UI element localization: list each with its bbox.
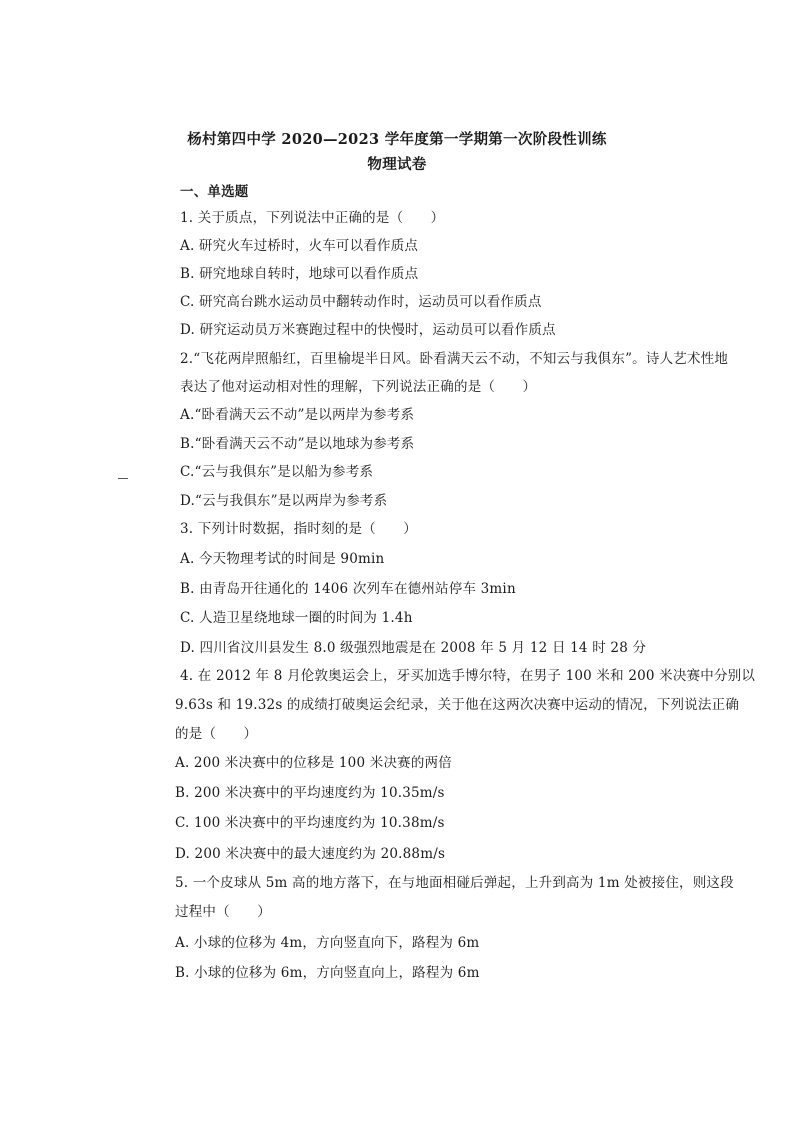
question-3-option-c: C. 人造卫星绕地球一圈的时间为 1.4h bbox=[180, 610, 413, 626]
question-2-option-c: C.“云与我俱东”是以船为参考系 bbox=[180, 464, 374, 480]
question-4-stem-line2: 9.63s 和 19.32s 的成绩打破奥运会纪录，关于他在这两次决赛中运动的情况，下列说法正确 bbox=[175, 697, 740, 713]
question-5-stem-line2: 过程中（ ） bbox=[175, 904, 271, 920]
question-4-option-c: C. 100 米决赛中的平均速度约为 10.38m/s bbox=[175, 815, 445, 831]
question-1-option-d: D. 研究运动员万米赛跑过程中的快慢时，运动员可以看作质点 bbox=[180, 322, 556, 338]
question-2-stem-line1: 2.“飞花两岸照船红，百里榆堤半日风。卧看满天云不动，不知云与我俱东”。诗人艺术性地 bbox=[180, 351, 729, 367]
question-4-option-d: D. 200 米决赛中的最大速度约为 20.88m/s bbox=[175, 846, 446, 862]
exam-title: 杨村第四中学 2020—2023 学年度第一学期第一次阶段性训练 bbox=[187, 131, 607, 148]
question-5-option-a: A. 小球的位移为 4m，方向竖直向下，路程为 6m bbox=[175, 935, 480, 951]
question-1-stem: 1. 关于质点，下列说法中正确的是（ ） bbox=[180, 210, 445, 226]
question-1-option-b: B. 研究地球自转时，地球可以看作质点 bbox=[180, 266, 419, 282]
question-5-option-b: B. 小球的位移为 6m，方向竖直向上，路程为 6m bbox=[175, 965, 480, 981]
question-5-stem-line1: 5. 一个皮球从 5m 高的地方落下，在与地面相碰后弹起，上升到高为 1m 处被接住，则这段 bbox=[175, 875, 734, 891]
exam-subject: 物理试卷 bbox=[367, 156, 427, 173]
question-1-option-c: C. 研究高台跳水运动员中翻转动作时，运动员可以看作质点 bbox=[180, 294, 542, 310]
question-2-option-a: A.“卧看满天云不动”是以两岸为参考系 bbox=[180, 407, 415, 423]
question-3-stem: 3. 下列计时数据，指时刻的是（ ） bbox=[180, 521, 417, 537]
question-1-option-a: A. 研究火车过桥时，火车可以看作质点 bbox=[180, 238, 419, 254]
question-2-option-b: B.“卧看满天云不动”是以地球为参考系 bbox=[180, 436, 415, 452]
question-3-option-a: A. 今天物理考试的时间是 90min bbox=[180, 551, 385, 567]
question-4-option-b: B. 200 米决赛中的平均速度约为 10.35m/s bbox=[175, 785, 445, 801]
question-4-stem-line1: 4. 在 2012 年 8 月伦敦奥运会上，牙买加选手博尔特，在男子 100 米和 200 米决赛中分别以 bbox=[180, 668, 756, 684]
section-heading: 一、单选题 bbox=[180, 184, 249, 200]
question-3-option-b: B. 由青岛开往通化的 1406 次列车在德州站停车 3min bbox=[180, 581, 516, 597]
question-3-option-d: D. 四川省汶川县发生 8.0 级强烈地震是在 2008 年 5 月 12 日 14 时 28 分 bbox=[180, 640, 647, 656]
question-2-option-d: D.“云与我俱东”是以两岸为参考系 bbox=[180, 493, 388, 509]
scan-mark bbox=[118, 478, 128, 479]
question-2-stem-line2: 表达了他对运动相对性的理解，下列说法正确的是（ ） bbox=[180, 379, 537, 395]
question-4-stem-line3: 的是（ ） bbox=[175, 726, 258, 742]
question-4-option-a: A. 200 米决赛中的位移是 100 米决赛的两倍 bbox=[175, 755, 452, 771]
